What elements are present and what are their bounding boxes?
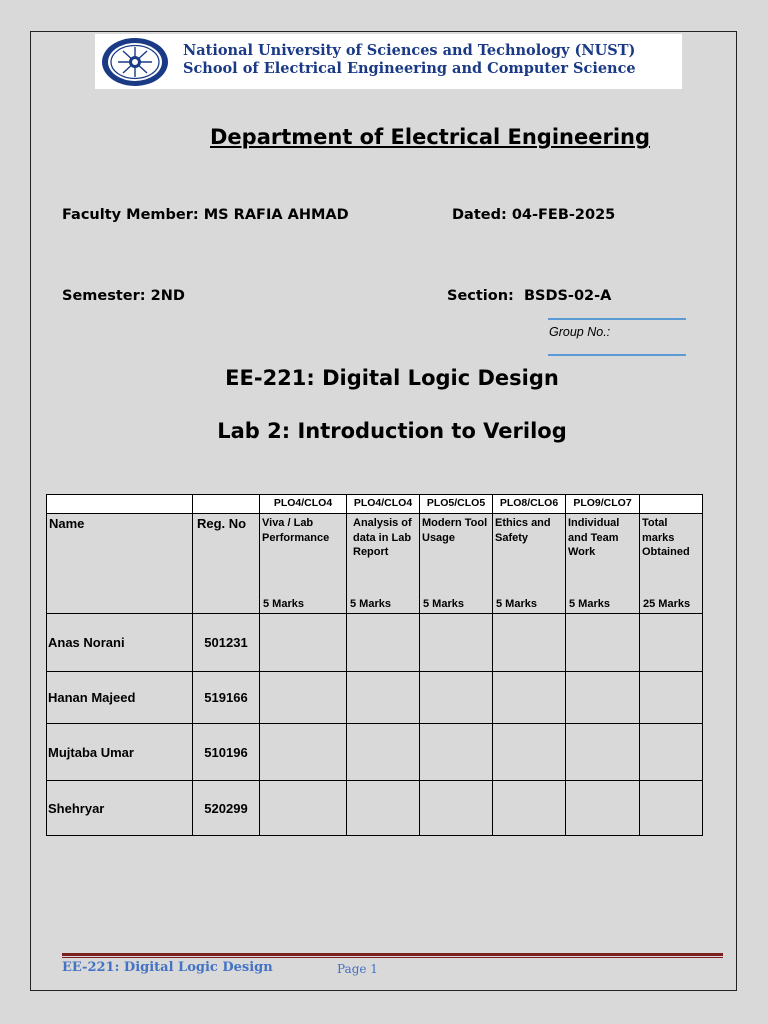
student-reg: 519166 [193, 672, 260, 724]
marks-cell[interactable] [493, 724, 566, 781]
criterion-header: Total marks Obtained 25 Marks [640, 514, 703, 614]
institution-name: National University of Sciences and Technology (NUST) [183, 42, 636, 59]
section-field: Section: BSDS-02-A [447, 288, 612, 304]
criterion-header: Modern Tool Usage 5 Marks [420, 514, 493, 614]
university-banner [95, 34, 682, 89]
plo-cell: PLO4/CLO4 [260, 495, 347, 514]
marks-cell[interactable] [640, 781, 703, 836]
marks-cell[interactable] [493, 781, 566, 836]
marks-cell[interactable] [566, 724, 640, 781]
student-reg: 520299 [193, 781, 260, 836]
marks-cell[interactable] [347, 781, 420, 836]
student-row [47, 614, 703, 672]
course-title: EE-221: Digital Logic Design [225, 366, 559, 390]
student-name: Shehryar [47, 781, 193, 836]
institution-heading [183, 42, 636, 78]
student-reg: 510196 [193, 724, 260, 781]
criteria-header-row [47, 514, 703, 614]
plo-cell: PLO9/CLO7 [566, 495, 640, 514]
marks-cell[interactable] [640, 672, 703, 724]
marks-cell[interactable] [260, 614, 347, 672]
plo-cell: PLO4/CLO4 [347, 495, 420, 514]
school-name: School of Electrical Engineering and Computer Science [183, 60, 636, 77]
marks-cell[interactable] [640, 614, 703, 672]
plo-cell: PLO8/CLO6 [493, 495, 566, 514]
plo-cell [640, 495, 703, 514]
faculty-member: Faculty Member: MS RAFIA AHMAD [62, 207, 349, 223]
lab-title: Lab 2: Introduction to Verilog [217, 419, 567, 443]
marks-cell[interactable] [420, 614, 493, 672]
student-row [47, 672, 703, 724]
marks-cell[interactable] [260, 672, 347, 724]
reg-header: Reg. No [193, 514, 260, 614]
marks-cell[interactable] [566, 614, 640, 672]
nust-seal-logo [100, 37, 170, 87]
group-number-label: Group No.: [549, 325, 611, 339]
marks-cell[interactable] [347, 724, 420, 781]
marks-cell[interactable] [420, 724, 493, 781]
footer-rule-thin [62, 957, 723, 958]
plo-header-row [47, 495, 703, 514]
marks-cell[interactable] [566, 672, 640, 724]
marks-cell[interactable] [347, 614, 420, 672]
marks-cell[interactable] [640, 724, 703, 781]
student-row [47, 781, 703, 836]
name-header: Name [47, 514, 193, 614]
criterion-header: Individual and Team Work 5 Marks [566, 514, 640, 614]
blank-header-cell [193, 495, 260, 514]
marks-cell[interactable] [420, 781, 493, 836]
criterion-header: Analysis of data in Lab Report 5 Marks [347, 514, 420, 614]
footer-rule [62, 953, 723, 956]
blank-header-cell [47, 495, 193, 514]
marks-cell[interactable] [260, 724, 347, 781]
marks-table [46, 494, 703, 836]
group-number-field[interactable] [548, 318, 686, 356]
criterion-header: Viva / Lab Performance 5 Marks [260, 514, 347, 614]
marks-cell[interactable] [566, 781, 640, 836]
plo-cell: PLO5/CLO5 [420, 495, 493, 514]
marks-cell[interactable] [493, 614, 566, 672]
marks-cell[interactable] [260, 781, 347, 836]
student-name: Hanan Majeed [47, 672, 193, 724]
student-name: Mujtaba Umar [47, 724, 193, 781]
footer-course-title: EE-221: Digital Logic Design [62, 960, 273, 975]
marks-cell[interactable] [420, 672, 493, 724]
student-row [47, 724, 703, 781]
student-reg: 501231 [193, 614, 260, 672]
footer-page-number: Page 1 [337, 962, 378, 976]
department-title: Department of Electrical Engineering [209, 125, 651, 149]
semester-field: Semester: 2ND [62, 288, 185, 304]
marks-cell[interactable] [493, 672, 566, 724]
date-field: Dated: 04-FEB-2025 [452, 207, 616, 223]
student-name: Anas Norani [47, 614, 193, 672]
marks-cell[interactable] [347, 672, 420, 724]
criterion-header: Ethics and Safety 5 Marks [493, 514, 566, 614]
